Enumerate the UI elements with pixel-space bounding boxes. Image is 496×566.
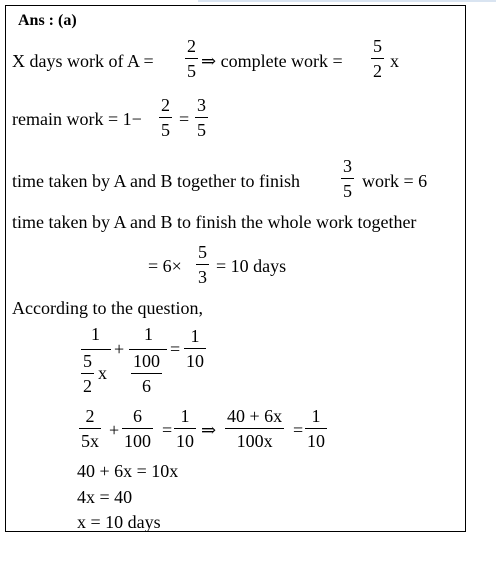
eq2-fraction-a [79, 406, 101, 451]
eq2-fraction-e [305, 406, 327, 451]
eq2-e-denominator: 10 [307, 431, 325, 451]
eq2-equals: = [162, 420, 173, 440]
step-3: x = 10 days [77, 512, 161, 532]
eq2-d-numerator: 40 + 6x [227, 406, 283, 426]
cw-x: x [390, 51, 399, 71]
eq1-numerator-2: 1 [144, 324, 153, 344]
calc-suffix: = 10 days [216, 256, 287, 276]
eq1-equals: = [170, 339, 181, 359]
together-suffix: work = 6 [362, 171, 428, 191]
remain-f1-numerator: 2 [161, 95, 170, 115]
together-numerator: 3 [343, 156, 352, 176]
x-days-numerator: 2 [187, 36, 196, 56]
cw-numerator: 5 [373, 36, 382, 56]
step-1: 40 + 6x = 10x [77, 461, 179, 481]
eq2-equals-2: = [293, 420, 304, 440]
eq1-inner-x: x [98, 363, 107, 383]
remain-f2-numerator: 3 [197, 95, 206, 115]
answer-box [5, 5, 466, 532]
cw-denominator: 2 [373, 61, 382, 81]
remain-prefix: remain work = 1− [12, 109, 142, 129]
remain-f1-denominator: 5 [161, 120, 170, 140]
eq2-b-denominator: 100 [124, 431, 151, 451]
eq1-inner2-denominator: 6 [142, 376, 151, 396]
eq2-e-numerator: 1 [311, 406, 321, 426]
remain-fraction-2 [195, 95, 208, 140]
eq1-main-bar-2 [129, 349, 167, 350]
eq1-main-bar-1 [81, 349, 111, 350]
eq1-numerator-1: 1 [91, 324, 100, 344]
complete-work-fraction [371, 36, 384, 81]
calc-denominator: 3 [198, 267, 207, 287]
eq2-c-denominator: 10 [176, 431, 194, 451]
complete-work-text: ⇒ complete work = [201, 51, 343, 71]
top-accent-line [198, 0, 496, 2]
eq2-fraction-d [225, 406, 284, 451]
x-days-prefix: X days work of A = [12, 51, 154, 71]
x-days-denominator: 5 [187, 61, 196, 81]
remain-fraction-1 [159, 95, 172, 140]
calc-numerator: 5 [198, 242, 207, 262]
eq1-inner-denominator: 2 [83, 376, 92, 396]
eq2-a-denominator: 5x [81, 431, 99, 451]
according-line: According to the question, [12, 298, 203, 318]
calc-fraction [196, 242, 209, 287]
eq2-b-numerator: 6 [133, 406, 142, 426]
eq2-plus: + [109, 420, 120, 440]
eq2-c-numerator: 1 [180, 406, 190, 426]
eq1-rhs-numerator: 1 [190, 326, 200, 346]
eq2-fraction-c [174, 406, 196, 451]
eq2-arrow: ⇒ [201, 420, 217, 440]
eq1-plus: + [114, 339, 125, 359]
eq1-inner-fraction [81, 351, 94, 396]
x-days-fraction [185, 36, 198, 81]
together-prefix: time taken by A and B together to finish [12, 171, 300, 191]
eq2-d-denominator: 100x [236, 431, 273, 451]
whole-work-line: time taken by A and B to finish the whole work together [12, 212, 417, 232]
together-fraction [341, 156, 354, 201]
together-denominator: 5 [343, 181, 352, 201]
eq1-inner2-numerator: 100 [133, 351, 160, 371]
eq1-inner-fraction-2 [131, 351, 162, 396]
eq1-rhs-fraction [184, 326, 206, 371]
eq2-a-numerator: 2 [85, 406, 95, 426]
step-2: 4x = 40 [77, 487, 133, 507]
answer-label: Ans : (a) [18, 12, 77, 29]
remain-equals: = [179, 109, 190, 129]
eq1-inner-numerator: 5 [83, 351, 92, 371]
eq1-rhs-denominator: 10 [186, 351, 204, 371]
eq2-fraction-b [122, 406, 153, 451]
remain-f2-denominator: 5 [197, 120, 206, 140]
calc-prefix: = 6× [148, 256, 182, 276]
